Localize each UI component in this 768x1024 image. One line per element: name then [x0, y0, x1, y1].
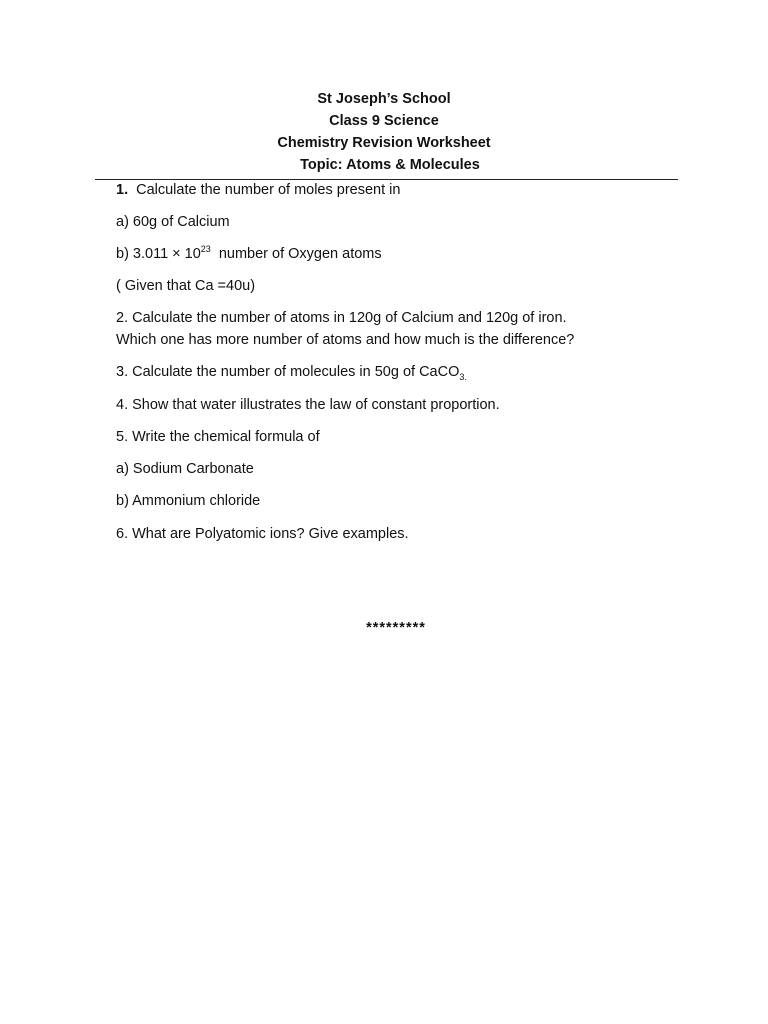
- question-1-part-b-prefix: b) 3.011 × 10: [116, 246, 201, 262]
- question-4: 4. Show that water illustrates the law of constant proportion.: [116, 397, 500, 413]
- question-1-part-b-exponent: 23: [200, 244, 211, 254]
- question-2-line-1: 2. Calculate the number of atoms in 120g of Calcium and 120g of iron.: [116, 310, 567, 326]
- question-5: 5. Write the chemical formula of: [116, 429, 320, 445]
- question-1-text: Calculate the number of moles present in: [136, 182, 401, 198]
- question-1: [116, 179, 400, 201]
- question-1-part-b: [116, 243, 382, 266]
- question-5-part-b: b) Ammonium chloride: [116, 493, 261, 509]
- question-3: [116, 361, 467, 384]
- question-1-given: ( Given that Ca =40u): [116, 278, 256, 294]
- question-6: 6. What are Polyatomic ions? Give examples.: [116, 526, 409, 542]
- question-1-part-b-suffix: number of Oxygen atoms: [218, 246, 382, 262]
- end-separator: *********: [366, 620, 426, 636]
- question-5-part-a: a) Sodium Carbonate: [116, 461, 254, 477]
- question-3-subscript: 3.: [459, 372, 467, 382]
- question-3-text: 3. Calculate the number of molecules in 50g of CaCO: [116, 364, 460, 380]
- school-name: St Joseph’s School: [317, 91, 451, 107]
- question-1-number: 1.: [116, 182, 129, 198]
- topic-title: Topic: Atoms & Molecules: [300, 157, 480, 173]
- worksheet-title: Chemistry Revision Worksheet: [277, 135, 491, 151]
- question-1-part-a: a) 60g of Calcium: [116, 214, 230, 230]
- question-2-line-2: Which one has more number of atoms and how much is the difference?: [116, 332, 575, 348]
- class-name: Class 9 Science: [329, 113, 439, 129]
